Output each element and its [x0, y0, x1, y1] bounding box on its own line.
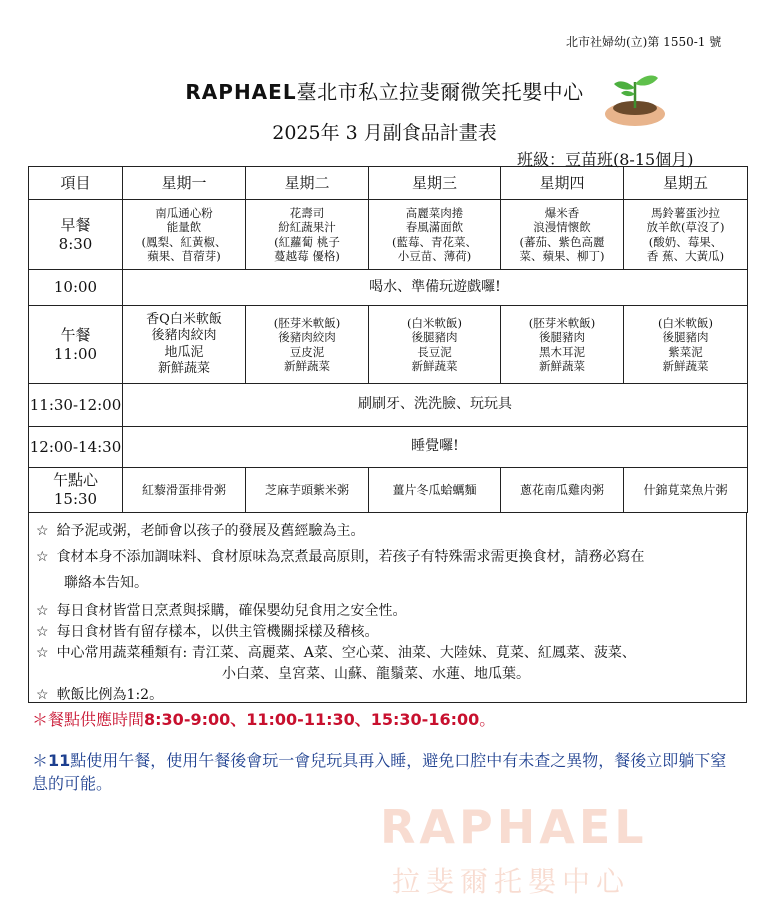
breakfast-row: [29, 200, 748, 270]
meal-times-suffix: 。: [479, 710, 496, 729]
nap-text: 睡覺囉!: [123, 427, 748, 468]
watermark-brand: RAPHAEL: [380, 800, 648, 854]
menu-line: (藍莓、青花菜、: [392, 234, 477, 249]
lunch-friday: [624, 306, 748, 384]
menu-line: 後腿豬肉: [539, 330, 585, 345]
nap-hour: 11: [48, 751, 71, 770]
breakfast-time: 8:30: [58, 234, 93, 253]
star-icon: ☆: [36, 687, 49, 703]
snack-text: 喝水、準備玩遊戲囉!: [123, 270, 748, 306]
meal-times-note: [32, 707, 495, 730]
meal-times-value: 8:30-9:00、11:00-11:30、15:30-16:00: [144, 710, 480, 729]
afternoon-wednesday: 薑片冬瓜蛤蠣麵: [369, 468, 501, 513]
menu-line: 花壽司: [289, 205, 325, 220]
menu-line: 新鮮蔬菜: [284, 358, 330, 373]
menu-line: 長豆泥: [417, 344, 452, 359]
nap-note-text: 點使用午餐，使用午餐後會玩一會兒玩具再入睡，避免口腔中有未查之異物，餐後立即躺下窒息的可能。: [32, 751, 727, 794]
menu-line: (白米軟飯): [407, 315, 462, 330]
menu-line: 高麗菜肉捲: [405, 205, 464, 220]
header-row: [29, 167, 748, 200]
menu-line: 紛紅蔬果汁: [278, 220, 336, 235]
menu-line: 香 蕉、大黃瓜): [646, 248, 725, 263]
afternoon-label: 午點心: [52, 471, 98, 490]
menu-line: 地瓜泥: [164, 344, 204, 360]
afternoon-label-cell: [29, 468, 123, 513]
class-info: 班級：豆苗班(8-15個月): [517, 150, 694, 169]
hygiene-time: 11:30-12:00: [29, 384, 123, 427]
notes-box: [28, 512, 747, 703]
menu-line: 後豬肉絞肉: [278, 330, 336, 345]
menu-line: 後腿豬肉: [411, 330, 458, 345]
menu-line: 紫菜泥: [668, 344, 703, 359]
note-item: ☆ 軟飯比例為1:2。: [36, 687, 164, 703]
snack-time: 10:00: [29, 270, 123, 306]
menu-line: 香Q白米軟飯: [146, 312, 222, 327]
menu-line: (鳳梨、紅黃椒、: [141, 234, 227, 249]
menu-line: 春風滿面飲: [405, 220, 464, 235]
menu-line: 新鮮蔬菜: [662, 358, 709, 373]
breakfast-friday: [624, 200, 748, 270]
afternoon-snack-row: [29, 468, 748, 513]
star-icon: ☆: [36, 523, 49, 539]
afternoon-tuesday: 芝麻芋頭紫米粥: [246, 468, 369, 513]
nap-safety-note: [32, 749, 732, 795]
reference-number: 北市社婦幼(立)第 1550-1 號: [566, 35, 722, 49]
lunch-row: [29, 306, 748, 384]
header-tuesday: 星期二: [246, 167, 369, 200]
menu-line: 新鮮蔬菜: [157, 360, 210, 376]
breakfast-thursday: [501, 200, 624, 270]
afternoon-thursday: 蔥花南瓜雞肉粥: [501, 468, 624, 513]
note-item: ☆ 每日食材皆有留存樣本，以供主管機關採樣及稽核。: [36, 624, 379, 640]
afternoon-friday: 什錦莧菜魚片粥: [624, 468, 748, 513]
lunch-time: 11:00: [53, 344, 98, 363]
menu-line: 後豬肉絞肉: [151, 328, 217, 344]
breakfast-label: 早餐: [60, 215, 91, 234]
note-item: ☆ 食材本身不添加調味料、食材原味為烹煮最高原則，若孩子有特殊需求需更換食材，請務必寫在: [36, 549, 645, 565]
menu-line: 蔓越莓 優格): [274, 248, 340, 263]
header-friday: 星期五: [624, 167, 748, 200]
menu-line: 後腿豬肉: [662, 330, 709, 345]
menu-line: 新鮮蔬菜: [539, 358, 585, 373]
star-icon: ☆: [36, 549, 49, 565]
header-thursday: 星期四: [501, 167, 624, 200]
header-monday: 星期一: [123, 167, 246, 200]
asterisk: ＊: [32, 751, 49, 770]
breakfast-monday: [123, 200, 246, 270]
note-item: ☆ 每日食材皆當日烹煮與採購，確保嬰幼兒食用之安全性。: [36, 603, 407, 619]
afternoon-time: 15:30: [53, 490, 98, 508]
menu-line: (白米軟飯): [658, 315, 713, 330]
lunch-tuesday: [246, 306, 369, 384]
meal-plan-table: [28, 166, 748, 513]
brand-name: RAPHAEL: [185, 80, 297, 104]
menu-line: 黑木耳泥: [539, 344, 585, 359]
menu-line: 爆米香: [544, 205, 580, 220]
document-title: [0, 76, 769, 105]
afternoon-monday: 紅藜滑蛋排骨粥: [123, 468, 246, 513]
star-icon: ☆: [36, 603, 49, 619]
meal-times-prefix: ＊餐點供應時間: [32, 710, 145, 729]
menu-line: 放羊飲(草沒了): [646, 220, 725, 235]
menu-line: 新鮮蔬菜: [411, 358, 458, 373]
nap-time: 12:00-14:30: [29, 427, 123, 468]
snack-row: [29, 270, 748, 306]
note-item-continuation: 聯絡本告知。: [64, 575, 148, 591]
lunch-wednesday: [369, 306, 501, 384]
menu-line: 浪漫情懷飲: [533, 220, 591, 235]
menu-line: 蘋果、苜蓿芽): [147, 248, 221, 263]
hygiene-row: [29, 384, 748, 427]
menu-line: 南瓜通心粉: [155, 205, 213, 220]
menu-line: 豆皮泥: [289, 344, 325, 359]
menu-line: (胚芽米軟飯): [528, 315, 596, 330]
note-item-continuation: 小白菜、皇宮菜、山蘇、龍鬚菜、水蓮、地瓜葉。: [222, 666, 530, 682]
header-item: 項目: [29, 167, 123, 200]
watermark-chinese: 拉斐爾托嬰中心: [392, 865, 631, 898]
menu-line: 能量飲: [166, 220, 202, 235]
menu-line: (胚芽米軟飯): [273, 315, 341, 330]
breakfast-label-cell: [29, 200, 123, 270]
menu-line: 菜、蘋果、柳丁): [519, 248, 605, 263]
star-icon: ☆: [36, 645, 49, 661]
lunch-thursday: [501, 306, 624, 384]
note-item: ☆ 給予泥或粥，老師會以孩子的發展及舊經驗為主。: [36, 523, 365, 539]
menu-line: (酸奶、莓果、: [648, 234, 723, 249]
note-item: ☆ 中心常用蔬菜種類有: 青江菜、高麗菜、A菜、空心菜、油菜、大陸妹、莧菜、紅鳳菜、菠菜、: [36, 645, 636, 661]
lunch-monday: [123, 306, 246, 384]
menu-line: 小豆苗、薄荷): [397, 248, 472, 263]
menu-line: (蕃茄、紫色高麗: [519, 234, 605, 249]
breakfast-tuesday: [246, 200, 369, 270]
lunch-label-cell: [29, 306, 123, 384]
lunch-label: 午餐: [60, 325, 91, 344]
breakfast-wednesday: [369, 200, 501, 270]
star-icon: ☆: [36, 624, 49, 640]
document-subtitle: 2025年 3 月副食品計畫表: [272, 122, 497, 144]
hygiene-text: 刷刷牙、洗洗臉、玩玩具: [123, 384, 748, 427]
center-name: 臺北市私立拉斐爾微笑托嬰中心: [296, 80, 584, 104]
menu-line: 馬鈴薯蛋沙拉: [651, 205, 720, 220]
nap-row: [29, 427, 748, 468]
menu-line: (紅蘿蔔 桃子: [274, 234, 340, 249]
header-wednesday: 星期三: [369, 167, 501, 200]
